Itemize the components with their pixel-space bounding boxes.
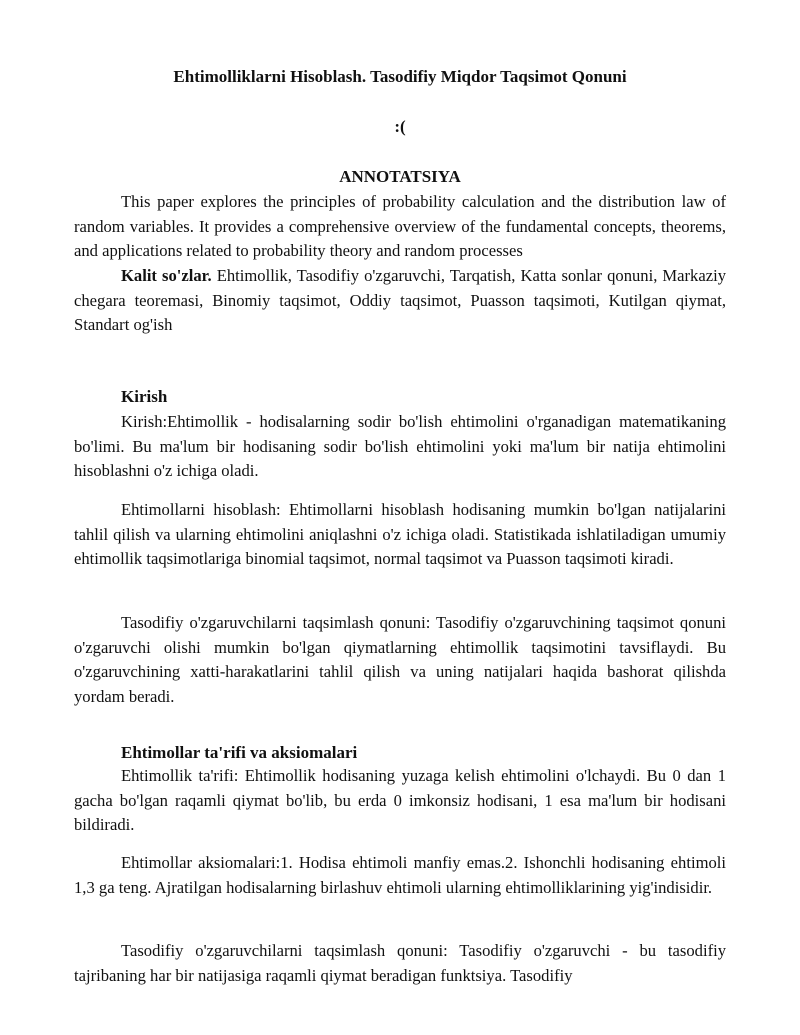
body-paragraph: Tasodifiy o'zgaruvchilarni taqsimlash qonuni: Tasodifiy o'zgaruvchi - bu tasodifiy tajribaning har bir natijasiga raqamli qiymat beradigan funktsiya. Tasodifiy bbox=[74, 941, 726, 985]
body-paragraph: Kirish:Ehtimollik - hodisalarning sodir bo'lish ehtimolini o'rganadigan matematikaning bo'limi. Bu ma'lum bir hodisaning sodir bo'lish ehtimolini yoki ma'lum bir natija ehtimolini hisoblashni o'z ichiga oladi. bbox=[74, 412, 726, 480]
keywords-paragraph bbox=[74, 264, 726, 338]
abstract-paragraph: This paper explores the principles of probability calculation and the distribution law of random variables. It provides a comprehensive overview of the fundamental concepts, theorems, and applications related to probability theory and random processes bbox=[74, 192, 726, 260]
body-paragraph: Ehtimollar aksiomalari:1. Hodisa ehtimoli manfiy emas.2. Ishonchli hodisaning ehtimoli 1,3 ga teng. Ajratilgan hodisalarning birlashuv ehtimoli ularning ehtimolliklarining yig'indisidir. bbox=[74, 853, 726, 897]
body-paragraph: Ehtimollarni hisoblash: Ehtimollarni hisoblash hodisaning mumkin bo'lgan natijalarini tahlil qilish va ularning ehtimolini aniqlashni o'z ichiga oladi. Statistikada ishlatiladigan umumiy ehtimollik taqsimotlariga binomial taqsimot, normal taqsimot va Puasson taqsimoti kiradi. bbox=[74, 500, 726, 568]
body-paragraph: Tasodifiy o'zgaruvchilarni taqsimlash qonuni: Tasodifiy o'zgaruvchining taqsimot qonuni o'zgaruvchi olishi mumkin bo'lgan qiymatlarning ehtimollik taqsimotini tavsiflaydi. Bu o'zgaruvchining xatti-harakatlarini tahlil qilish va uning natijalari haqida bashorat qilishda yordam beradi. bbox=[74, 613, 726, 706]
keywords-label: Kalit so'zlar. bbox=[121, 266, 212, 285]
section-heading: Kirish bbox=[121, 387, 168, 406]
document-subtitle: :( bbox=[394, 117, 406, 136]
section-heading: Ehtimollar ta'rifi va aksiomalari bbox=[121, 743, 358, 762]
annotation-heading: ANNOTATSIYA bbox=[339, 167, 461, 186]
body-paragraph: Ehtimollik ta'rifi: Ehtimollik hodisaning yuzaga kelish ehtimolini o'lchaydi. Bu 0 dan 1 gacha bo'lgan raqamli qiymat bo'lib, bu erda 0 imkonsiz hodisani, 1 esa ma'lum bir hodisani bildiradi. bbox=[74, 766, 726, 834]
document-title: Ehtimolliklarni Hisoblash. Tasodifiy Miqdor Taqsimot Qonuni bbox=[173, 67, 627, 86]
keywords-text: Ehtimollik, Tasodifiy o'zgaruvchi, Tarqatish, Katta sonlar qonuni, Markaziy chegara teoremasi, Binomiy taqsimot, Oddiy taqsimot, Puasson taqsimoti, Kutilgan qiymat, Standart og'ish bbox=[74, 266, 726, 334]
